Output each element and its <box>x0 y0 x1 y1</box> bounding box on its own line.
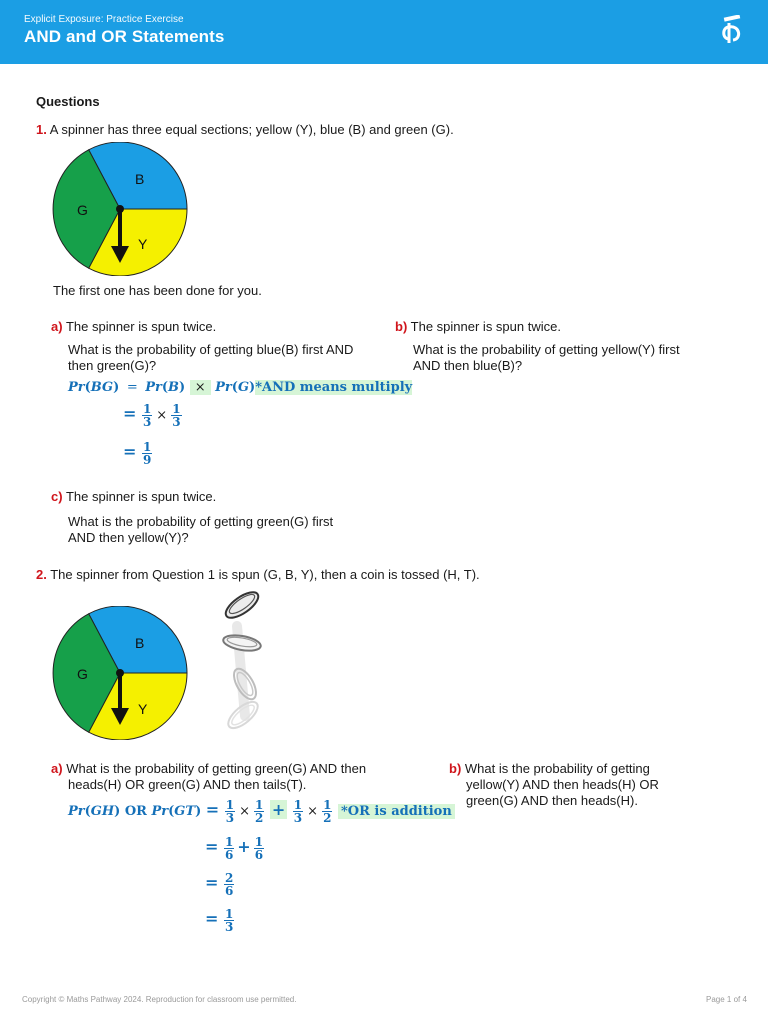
spinner-2-label-y: Y <box>138 701 148 717</box>
spinner-2-label-g: G <box>77 666 88 682</box>
header-subtitle: Explicit Exposure: Practice Exercise <box>24 14 184 25</box>
q1a-block <box>51 319 391 335</box>
q1c-line2: What is the probability of getting green(G) first <box>68 514 334 529</box>
q1b-line2: What is the probability of getting yellow(Y) first <box>413 342 680 357</box>
q2b-line2: yellow(Y) AND then heads(H) OR <box>466 777 659 792</box>
spinner-2 <box>50 606 192 740</box>
q2b-block <box>449 761 749 809</box>
spinner-1-label-g: G <box>77 202 88 218</box>
q1b-block <box>395 319 735 335</box>
q2a-label: a) <box>51 761 63 776</box>
q2b-label: b) <box>449 761 462 776</box>
and-multiply-note: *AND means multiply <box>255 380 413 395</box>
header-title: AND and OR Statements <box>24 27 225 46</box>
footer-copyright: Copyright © Maths Pathway 2024. Reproduction for classroom use permitted. <box>22 995 297 1004</box>
q1a-solution-line3: = $\frac{1}{9}$ <box>123 440 152 467</box>
spinner-1-label-y: Y <box>138 236 148 252</box>
q1a-solution-line1: Pr(BG) = Pr(B) × Pr(G)*AND means multiply <box>68 380 413 395</box>
q2a-solution-line3: = $\frac{2}{6}$ <box>205 871 234 898</box>
q1c-line3: AND then yellow(Y)? <box>68 530 189 545</box>
question-2 <box>36 567 480 582</box>
q2b-line3: green(G) AND then heads(H). <box>466 793 638 808</box>
q1b-question <box>413 342 743 374</box>
q2a-line1: What is the probability of getting green(G) AND then <box>66 761 367 776</box>
q2a-solution-line1: Pr(GH) OR Pr(GT) = $\frac{1}{3}$ × $\frac{1}{2}$ + $\frac{1}{3}$ × $\frac{1}{2}$ *OR is addition <box>68 799 455 824</box>
question-2-text: The spinner from Question 1 is spun (G, B, Y), then a coin is tossed (H, T). <box>50 567 480 582</box>
q1b-line3: AND then blue(B)? <box>413 358 523 373</box>
footer-page-number: Page 1 of 4 <box>706 995 747 1004</box>
q2a-solution-line2: = $\frac{1}{6}$ + $\frac{1}{6}$ <box>205 835 264 862</box>
q1a-line3: then green(G)? <box>68 358 157 373</box>
q2a-solution-line4: = $\frac{1}{3}$ <box>205 907 234 934</box>
question-1-number: 1. <box>36 122 47 137</box>
question-1-text: A spinner has three equal sections; yellow (Y), blue (B) and green (G). <box>49 122 454 137</box>
coin-toss-icon <box>215 586 275 741</box>
q1a-label: a) <box>51 319 63 334</box>
spinner-2-label-b: B <box>135 635 145 651</box>
question-1 <box>36 122 454 137</box>
spinner-1 <box>50 142 192 276</box>
q1c-line1: The spinner is spun twice. <box>65 489 217 504</box>
q2a-line2: heads(H) OR green(G) AND then tails(T). <box>68 777 307 792</box>
q2b-line1: What is the probability of getting <box>464 761 650 776</box>
or-addition-note: *OR is addition <box>338 804 455 819</box>
page-header <box>0 0 768 64</box>
maths-pathway-logo <box>720 15 746 49</box>
spinner-1-label-b: B <box>135 171 145 187</box>
questions-heading: Questions <box>36 94 100 109</box>
q2a-block <box>51 761 431 793</box>
q1a-solution-line2: = $\frac{1}{3}$ × $\frac{1}{3}$ <box>123 402 181 429</box>
first-done-note: The first one has been done for you. <box>53 283 262 298</box>
q1c-block <box>51 489 391 505</box>
q1a-line2: What is the probability of getting blue(B) first AND <box>68 342 354 357</box>
q1b-label: b) <box>395 319 408 334</box>
q1b-line1: The spinner is spun twice. <box>410 319 561 334</box>
q1a-question <box>68 342 398 374</box>
q1c-label: c) <box>51 489 63 504</box>
q1a-line1: The spinner is spun twice. <box>65 319 217 334</box>
q1c-question <box>68 514 398 546</box>
question-2-number: 2. <box>36 567 47 582</box>
